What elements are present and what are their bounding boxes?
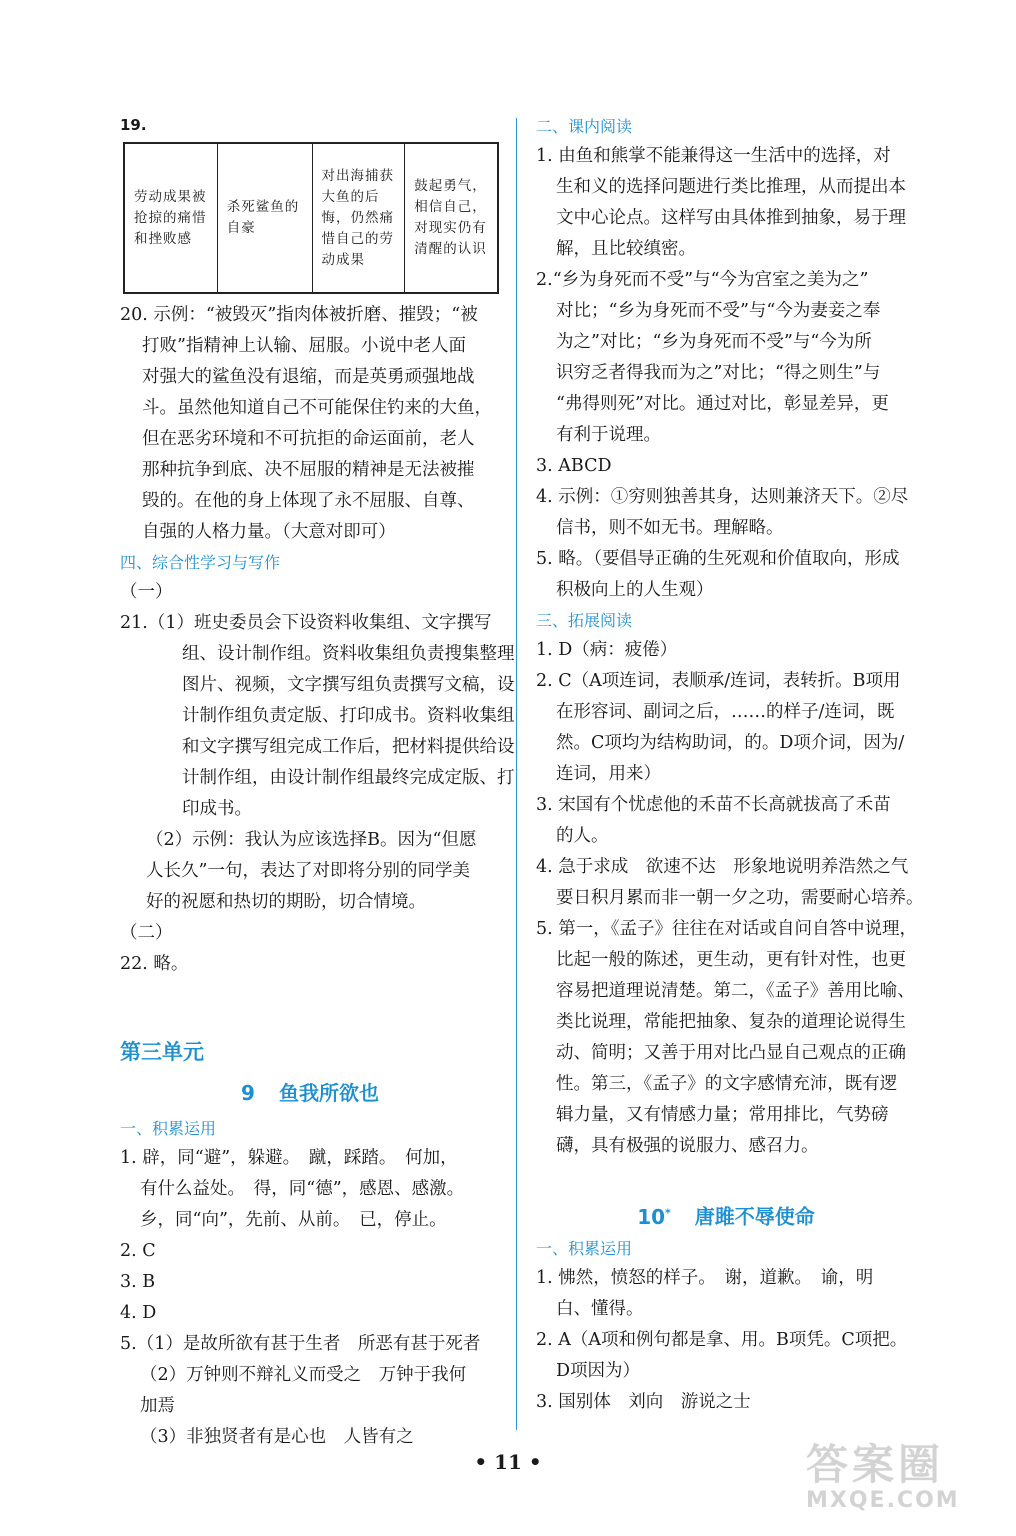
text-line: 礴，具有极强的说服力、感召力。: [556, 1136, 819, 1156]
part-label: （一）: [120, 582, 173, 602]
text-line: 加焉: [140, 1396, 175, 1416]
extended-answer-1: 1. D（病：疲倦）: [536, 640, 678, 660]
lesson9-answer-5-3: （3）非独贤者有是心也 人皆有之: [140, 1427, 414, 1447]
text-line: 类比说理，常能把抽象、复杂的道理论说得生: [556, 1012, 906, 1032]
extended-answer-3: [536, 790, 916, 852]
text-line: 有什么益处。 得，同“德”，感恩、感激。: [140, 1179, 465, 1199]
text-line: 计制作组负责定版、打印成书。资料收集组: [182, 706, 515, 726]
lesson9-answer-3: 3. B: [120, 1272, 156, 1292]
lesson9-answer-2: 2. C: [120, 1241, 156, 1261]
text-line: 为之”对比；“乡为身死而不受”与“今为所: [556, 332, 872, 352]
right-column: [536, 112, 924, 1418]
text-line: 打败”指精神上认输、屈服。小说中老人面: [142, 336, 466, 356]
text-line: 人长久”一句，表达了对即将分别的同学美: [146, 861, 470, 881]
text-line: 4. 示例：①穷则独善其身，达则兼济天下。②尽: [536, 487, 909, 507]
table-cell: 鼓起勇气，相信自己，对现实仍有清醒的认识: [405, 143, 498, 293]
text-line: “弗得则死”对比。通过对比，彰显差异，更: [556, 394, 889, 414]
section-heading: 一、积累运用: [120, 1119, 217, 1138]
column-divider: [516, 118, 517, 1430]
table-cell: 劳动成果被抢掠的痛惜和挫败感: [124, 143, 217, 293]
text-line: 解，且比较缜密。: [556, 239, 696, 259]
reading-answer-5: [536, 544, 916, 606]
lesson9-answer-5-2: （2）万钟则不辩礼义而受之 万钟于我何: [140, 1365, 467, 1385]
lesson10-answer-1: [536, 1263, 916, 1325]
text-line: 2.“乡为身死而不受”与“今为宫室之美为之”: [536, 270, 869, 290]
text-line: 21.（1）班史委员会下设资料收集组、文字撰写: [120, 613, 492, 633]
text-line: 连词，用来）: [556, 764, 661, 784]
reading-answer-4: [536, 482, 916, 544]
text-line: 20. 示例：“被毁灭”指肉体被折磨、摧毁；“被: [120, 305, 478, 325]
question-19-table: [123, 142, 499, 294]
optional-mark: *: [665, 1206, 671, 1219]
text-line: 3. 宋国有个忧虑他的禾苗不长高就拔高了禾苗: [536, 795, 891, 815]
text-line: 在形容词、副词之后，……的样子/连词，既: [556, 702, 895, 722]
question-19-label: 19.: [120, 116, 147, 134]
lesson-number: 10*: [637, 1204, 671, 1229]
text-line: 自强的人格力量。（大意对即可）: [142, 522, 396, 542]
text-line: 和文字撰写组完成工作后，把材料提供给设: [182, 737, 515, 757]
text-line: D项因为）: [556, 1361, 641, 1381]
lesson-number: 9: [241, 1081, 255, 1105]
lesson9-answer-5-1: 5.（1）是故所欲有甚于生者 所恶有甚于死者: [120, 1334, 481, 1354]
text-line: 组、设计制作组。资料收集组负责搜集整理: [182, 644, 515, 664]
left-column: [120, 112, 515, 1453]
text-line: 性。第三，《孟子》的文字感情充沛，既有逻: [556, 1074, 898, 1094]
text-line: 文中心论点。这样写由具体推到抽象，易于理: [556, 208, 906, 228]
text-line: 对比；“乡为身死而不受”与“今为妻妾之奉: [556, 301, 881, 321]
reading-answer-1: [536, 141, 916, 265]
text-line: 有利于说理。: [556, 425, 661, 445]
extended-answer-4: [536, 852, 924, 914]
answer-21-1: [120, 608, 515, 825]
part-label: （二）: [120, 923, 173, 943]
text-line: 2. A（A项和例句都是拿、用。B项凭。C项把。: [536, 1330, 908, 1350]
lesson-title: 唐雎不辱使命: [694, 1204, 815, 1229]
extended-answer-2: [536, 666, 916, 790]
lesson-10-heading: [536, 1192, 916, 1234]
text-line: 好的祝愿和热切的期盼，切合情境。: [146, 892, 426, 912]
text-line: 信书，则不如无书。理解略。: [556, 518, 784, 538]
answer-20: [120, 300, 500, 548]
unit-title: 第三单元: [120, 1040, 204, 1064]
section-heading: 四、综合性学习与写作: [120, 553, 281, 572]
table-cell: 杀死鲨鱼的自豪: [217, 143, 312, 293]
watermark-main-text: 答案圈: [806, 1440, 945, 1489]
text-line: 积极向上的人生观）: [556, 580, 714, 600]
text-line: 识穷乏者得我而为之”对比；“得之则生”与: [556, 363, 881, 383]
lesson-title: 鱼我所欲也: [278, 1081, 379, 1105]
watermark-logo: [806, 1442, 1006, 1526]
text-line: 但在恶劣环境和不可抗拒的命运面前，老人: [142, 429, 475, 449]
lesson9-answer-4: 4. D: [120, 1303, 157, 1323]
text-line: 容易把道理说清楚。第二，《孟子》善用比喻、: [556, 981, 915, 1001]
text-line: 斗。虽然他知道自己不可能保住钓来的大鱼，: [142, 398, 492, 418]
text-line: 1. 怫然，愤怒的样子。 谢，道歉。 谕，明: [536, 1268, 874, 1288]
section-heading: 三、拓展阅读: [536, 611, 633, 630]
lesson10-answer-3: 3. 国别体 刘向 游说之士: [536, 1392, 751, 1412]
text-line: 白、懂得。: [556, 1299, 644, 1319]
text-line: 要日积月累而非一朝一夕之功，需要耐心培养。: [556, 888, 924, 908]
text-line: 5. 第一，《孟子》往往在对话或自问自答中说理，: [536, 919, 918, 939]
reading-answer-2: [536, 265, 916, 451]
extended-answer-5: [536, 914, 916, 1162]
section-heading: 一、积累运用: [536, 1239, 633, 1258]
text-line: 乡，同“向”，先前、从前。 已，停止。: [140, 1210, 447, 1230]
text-line: 那种抗争到底、决不屈服的精神是无法被摧: [142, 460, 475, 480]
reading-answer-3: 3. ABCD: [536, 456, 612, 476]
text-line: 图片、视频，文字撰写组负责撰写文稿，设: [182, 675, 515, 695]
text-line: 辑力量，又有情感力量；常用排比，气势磅: [556, 1105, 889, 1125]
text-line: 印成书。: [182, 799, 252, 819]
section-heading: 二、课内阅读: [536, 117, 633, 136]
text-line: 2. C（A项连词，表顺承/连词，表转折。B项用: [536, 671, 901, 691]
text-line: 动、简明；又善于用对比凸显自己观点的正确: [556, 1043, 906, 1063]
lesson9-answer-1: [120, 1143, 500, 1236]
text-line: 毁的。在他的身上体现了永不屈服、自尊、: [142, 491, 475, 511]
text-line: 生和义的选择问题进行类比推理，从而提出本: [556, 177, 906, 197]
text-line: 的人。: [556, 826, 609, 846]
text-line: （2）示例：我认为应该选择B。因为“但愿: [146, 830, 477, 850]
text-line: 1. 由鱼和熊掌不能兼得这一生活中的选择，对: [536, 146, 891, 166]
text-line: 5. 略。（要倡导正确的生死观和价值取向，形成: [536, 549, 900, 569]
answer-22: 22. 略。: [120, 954, 189, 974]
text-line: 计制作组，由设计制作组最终完成定版、打: [182, 768, 515, 788]
page-number: • 11 •: [474, 1450, 542, 1474]
watermark-site-text: MXQE.COM: [806, 1488, 960, 1513]
text-line: 对强大的鲨鱼没有退缩，而是英勇顽强地战: [142, 367, 475, 387]
answer-21-2: [120, 825, 500, 918]
lesson10-answer-2: [536, 1325, 916, 1387]
text-line: 比起一般的陈述，更生动，更有针对性，也更: [556, 950, 906, 970]
table-cell: 对出海捕获大鱼的后悔，仍然痛惜自己的劳动成果: [312, 143, 405, 293]
text-line: 4. 急于求成 欲速不达 形象地说明养浩然之气: [536, 857, 909, 877]
text-line: 然。C项均为结构助词，的。D项介词，因为/: [556, 733, 905, 753]
lesson-9-heading: [120, 1072, 500, 1114]
text-line: 1. 辟，同“避”，躲避。 蹴，踩踏。 何加，: [120, 1148, 458, 1168]
